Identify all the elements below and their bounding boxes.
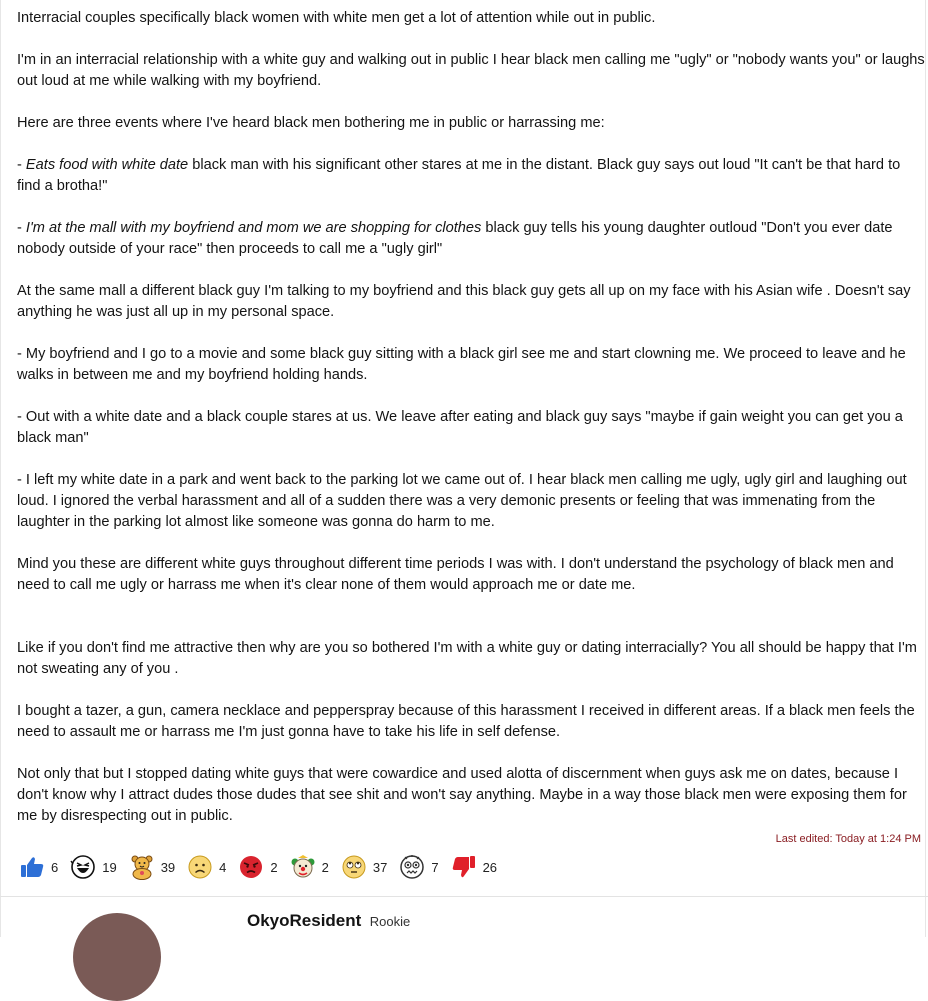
last-edited-note: Last edited: Today at 1:24 PM (775, 833, 921, 845)
reaction-hug[interactable] (129, 854, 175, 880)
post-paragraph: Like if you don't find me attractive then why are you so bothered I'm with a white guy or dating interracially? You all should be happy that I'm not sweating any of you . (17, 640, 917, 677)
reaction-sad[interactable] (187, 854, 226, 880)
laughing-face-icon (70, 854, 96, 880)
username-link[interactable]: OkyoResident (247, 911, 362, 930)
clown-face-icon (290, 854, 316, 880)
post-paragraph: Here are three events where I've heard black men bothering me in public or harrassing me: (17, 115, 605, 131)
angry-face-icon (238, 854, 264, 880)
reaction-dizzy[interactable] (399, 854, 438, 880)
post-paragraph: - Out with a white date and a black couple stares at us. We leave after eating and black guy says "maybe if gain weight you can get you a black man" (17, 409, 903, 446)
list-dash: - (17, 220, 26, 236)
post-paragraph (17, 155, 925, 197)
post-paragraph: At the same mall a different black guy I'm talking to my boyfriend and this black guy gets all up on my face with his Asian wife . Doesn't say anything he was just all up in my personal space. (17, 283, 911, 320)
reaction-count: 26 (482, 859, 498, 875)
user-info (247, 911, 410, 931)
thumbs-up-icon (19, 854, 45, 880)
post-body (17, 8, 925, 827)
avatar[interactable] (73, 913, 161, 1001)
post-paragraph: I bought a tazer, a gun, camera necklace and pepperspray because of this harassment I received in different areas. If a black men feels the need to assault me or harrass me I'm just gonna have to take his life in self defense. (17, 703, 915, 740)
post-paragraph: Interracial couples specifically black women with white men get a lot of attention while out in public. (17, 10, 656, 26)
reaction-count: 2 (321, 859, 329, 875)
eye-roll-face-icon (341, 854, 367, 880)
list-dash: - (17, 157, 26, 173)
event-heading: Eats food with white date (25, 157, 189, 173)
reaction-haha[interactable] (70, 854, 116, 880)
user-rank: Rookie (369, 914, 411, 929)
reaction-dislike[interactable] (451, 854, 497, 880)
reaction-clown[interactable] (290, 854, 329, 880)
next-post-header (0, 897, 926, 937)
event-text: black guy tells his young daughter outloud "Don't you ever date nobody outside of your race" then proceeds to call me a "ugly girl" (17, 220, 893, 257)
reaction-count: 39 (160, 859, 176, 875)
bear-hug-icon (129, 854, 155, 880)
post-paragraph: Not only that but I stopped dating white guys that were cowardice and used alotta of discernment when guys ask me on dates, because I don't know why I attract dudes those dudes that see shit and won't say anything. Maybe in a way those black men were exposing them for me by disrespecting out in public. (17, 766, 907, 824)
reaction-count: 37 (372, 859, 388, 875)
reaction-angry[interactable] (238, 854, 277, 880)
post-paragraph: Mind you these are different white guys throughout different time periods I was with. I don't understand the psychology of black men and need to call me ugly or harrass me when it's clear none of them would approach me or date me. (17, 556, 894, 593)
dizzy-face-icon (399, 854, 425, 880)
reaction-count: 7 (431, 859, 439, 875)
blank-line (17, 617, 925, 638)
post-paragraph (17, 218, 925, 260)
reaction-count: 4 (219, 859, 227, 875)
reaction-eyeroll[interactable] (341, 854, 387, 880)
post-paragraph: - I left my white date in a park and went back to the parking lot we came out of. I hear black men calling me ugly, ugly girl and laughing out loud. I ignored the verbal harassment and all of a sudden there was a very demonic presents or feeling that was immenating from the laughter in the parking lot almost like someone was gonna do harm to me. (17, 472, 907, 530)
sad-face-icon (187, 854, 213, 880)
reaction-count: 19 (102, 859, 117, 875)
event-text: black man with his significant other stares at me in the distant. Black guy says out loud "It can't be that hard to find a brotha!" (17, 157, 901, 194)
post-paragraph: - My boyfriend and I go to a movie and some black guy sitting with a black girl see me and start clowning me. We proceed to leave and he walks in between me and my boyfriend holding hands. (17, 346, 906, 383)
reaction-count: 6 (51, 859, 59, 875)
reactions-bar (19, 853, 509, 881)
thumbs-down-icon (451, 854, 477, 880)
post-paragraph: I'm in an interracial relationship with a white guy and walking out in public I hear black men calling me "ugly" or "nobody wants you" or laughs out loud at me while walking with my boyfriend. (17, 52, 925, 89)
event-heading: I'm at the mall with my boyfriend and mom we are shopping for clothes (25, 220, 482, 236)
reaction-like[interactable] (19, 854, 58, 880)
reaction-count: 2 (270, 859, 278, 875)
